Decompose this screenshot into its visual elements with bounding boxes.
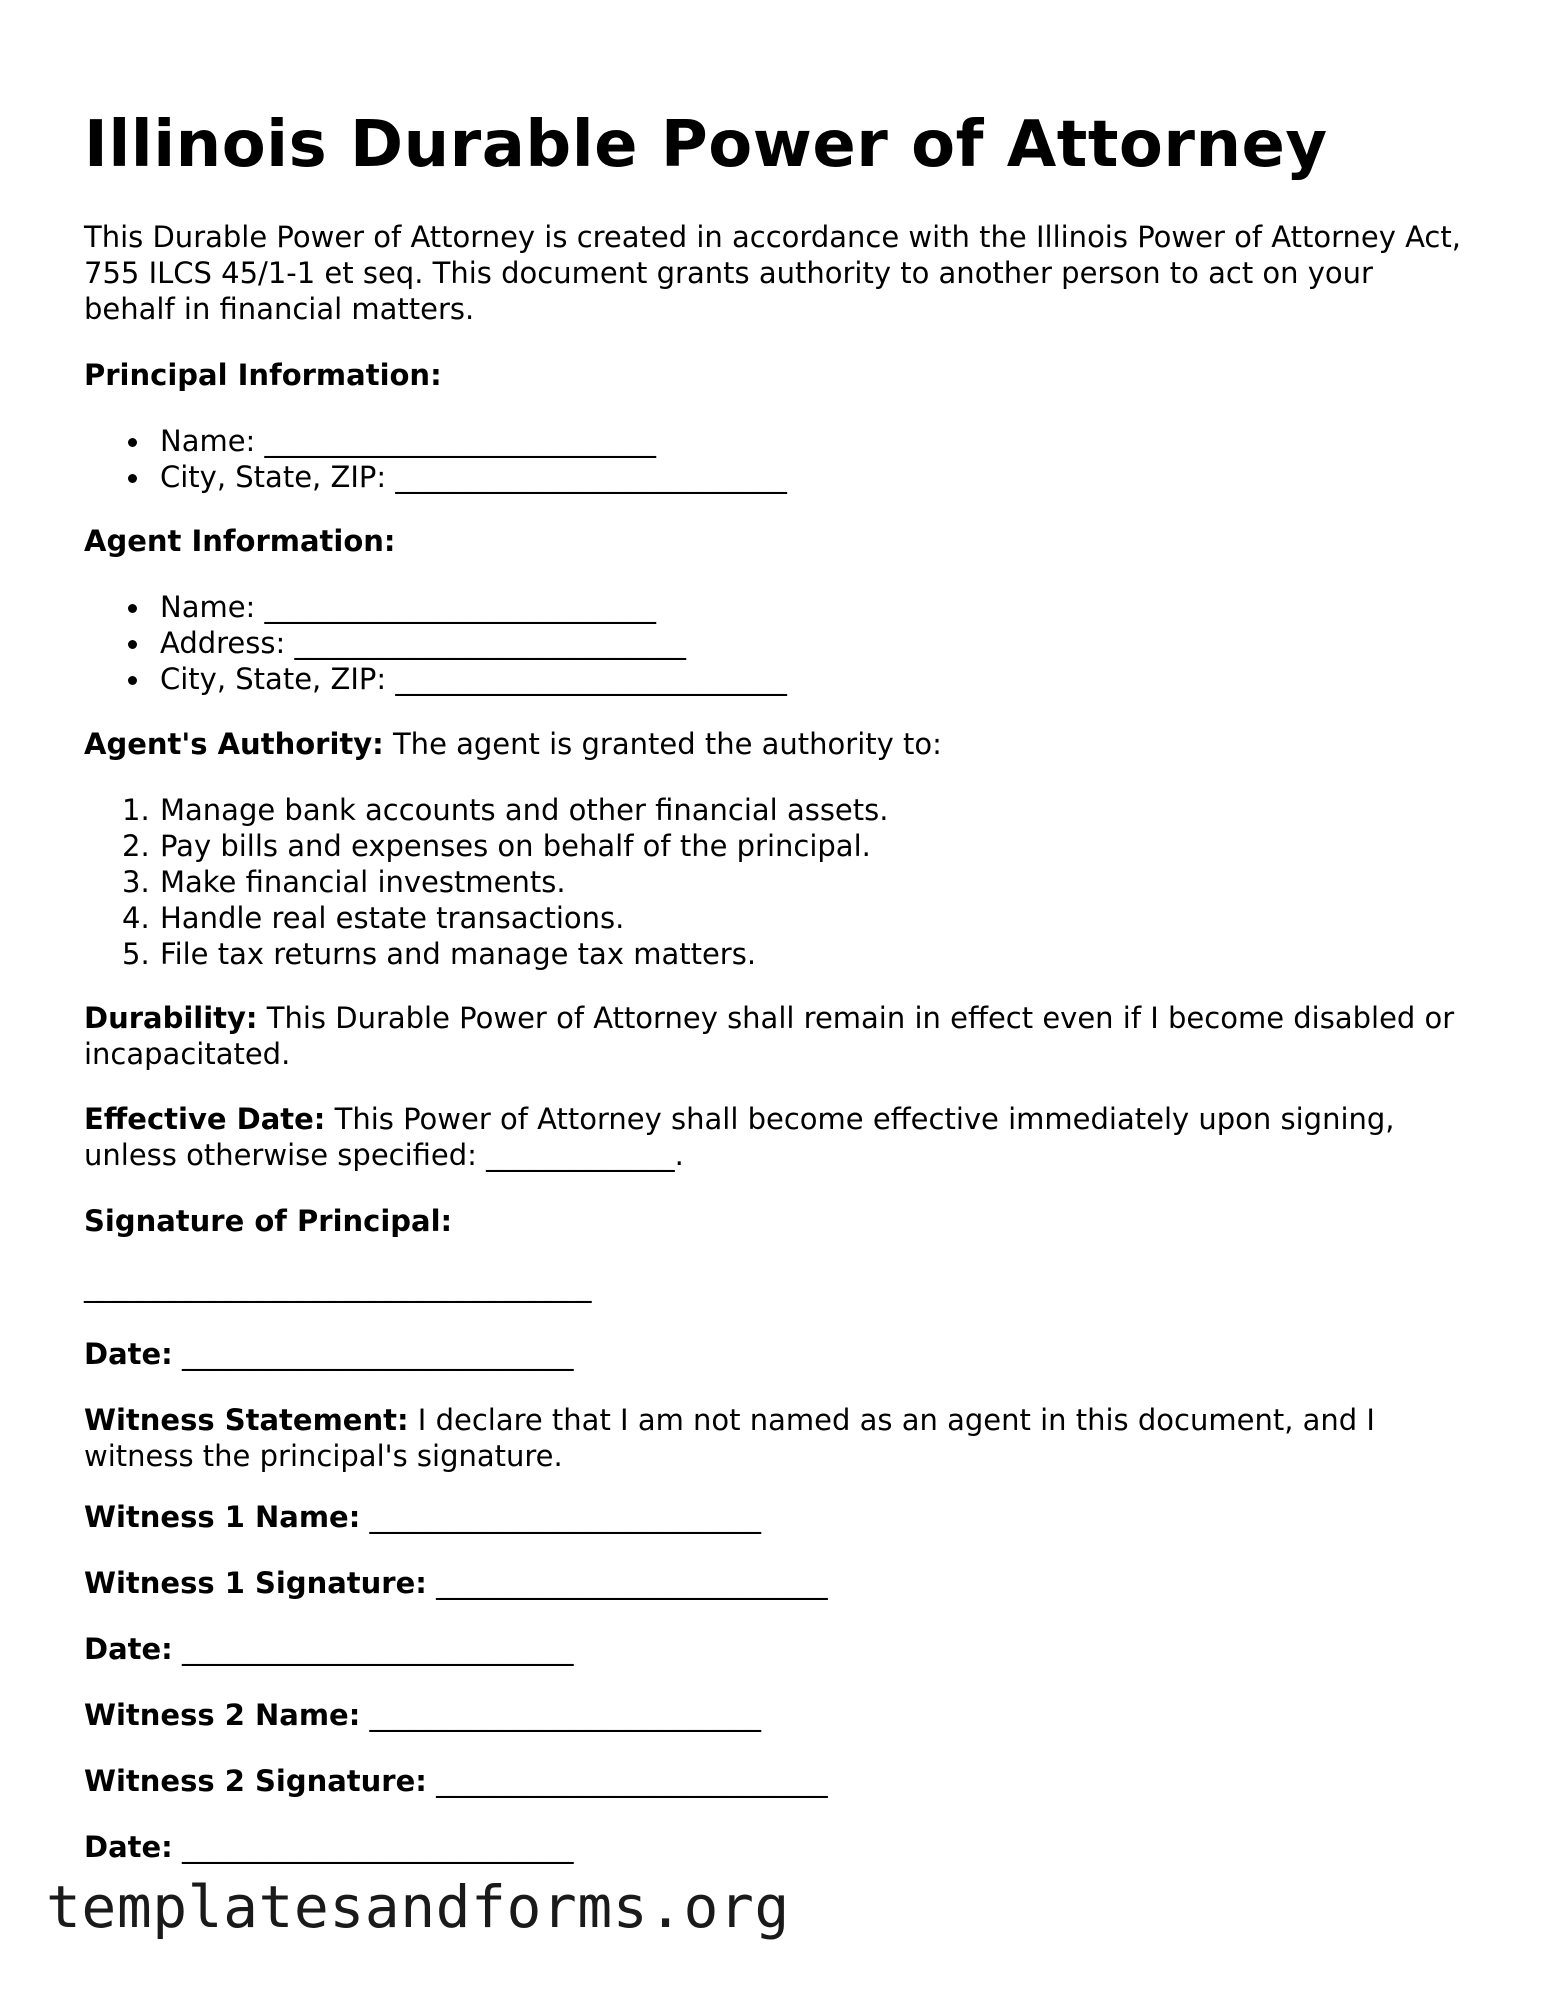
witness-1-date-field[interactable]: Date: ___________________________ (84, 1632, 574, 1666)
authority-list (84, 792, 1464, 972)
durability-paragraph (84, 1000, 1464, 1072)
agent-city-field[interactable]: City, State, ZIP: ___________________________ (84, 661, 1464, 697)
principal-signature-line[interactable]: ___________________________________ (84, 1269, 592, 1303)
effective-date-text: This Power of Attorney shall become effective immediately upon signing, unless otherwise specified: _____________. (84, 1102, 1395, 1172)
principal-date-field[interactable]: Date: ___________________________ (84, 1337, 574, 1371)
agent-address-field[interactable]: Address: ___________________________ (84, 625, 1464, 661)
agent-list (84, 589, 1464, 697)
authority-item: 1. Manage bank accounts and other financial assets. (122, 793, 889, 827)
site-watermark: templatesandforms.org (46, 1873, 790, 1941)
witness-2-date-field[interactable]: Date: ___________________________ (84, 1830, 574, 1864)
principal-heading: Principal Information: (84, 358, 442, 392)
authority-item: 3. Make financial investments. (122, 865, 566, 899)
effective-date-heading: Effective Date: (84, 1102, 326, 1136)
authority-item: 4. Handle real estate transactions. (122, 901, 625, 935)
principal-name-field[interactable]: Name: ___________________________ (84, 423, 1464, 459)
intro-paragraph: This Durable Power of Attorney is created in accordance with the Illinois Power of Attorney Act, 755 ILCS 45/1-1 et seq. This document grants authority to another person to act on your behalf in financial matters. (84, 220, 1461, 326)
witness-2-name-field[interactable]: Witness 2 Name: ___________________________ (84, 1698, 762, 1732)
principal-city-field[interactable]: City, State, ZIP: ___________________________ (84, 459, 1464, 495)
signature-heading: Signature of Principal: (84, 1204, 453, 1238)
agent-heading: Agent Information: (84, 524, 396, 558)
witness-2-signature-field[interactable]: Witness 2 Signature: ___________________________ (84, 1764, 828, 1798)
witness-1-name-field[interactable]: Witness 1 Name: ___________________________ (84, 1500, 762, 1534)
authority-text: The agent is granted the authority to: (383, 727, 942, 761)
effective-date-paragraph[interactable] (84, 1101, 1464, 1173)
authority-item: 2. Pay bills and expenses on behalf of the principal. (122, 829, 871, 863)
principal-list (84, 423, 1464, 495)
witness-statement-heading: Witness Statement: (84, 1403, 409, 1437)
witness-statement-text: I declare that I am not named as an agent in this document, and I witness the principal's signature. (84, 1403, 1375, 1473)
witness-1-signature-field[interactable]: Witness 1 Signature: ___________________________ (84, 1566, 828, 1600)
durability-heading: Durability: (84, 1001, 258, 1035)
document-title: Illinois Durable Power of Attorney (84, 108, 1328, 182)
authority-item: 5. File tax returns and manage tax matters. (122, 937, 757, 971)
authority-paragraph (84, 726, 1464, 762)
witness-statement (84, 1402, 1464, 1474)
agent-name-field[interactable]: Name: ___________________________ (84, 589, 1464, 625)
durability-text: This Durable Power of Attorney shall remain in effect even if I become disabled or incapacitated. (84, 1001, 1455, 1071)
authority-heading: Agent's Authority: (84, 727, 384, 761)
